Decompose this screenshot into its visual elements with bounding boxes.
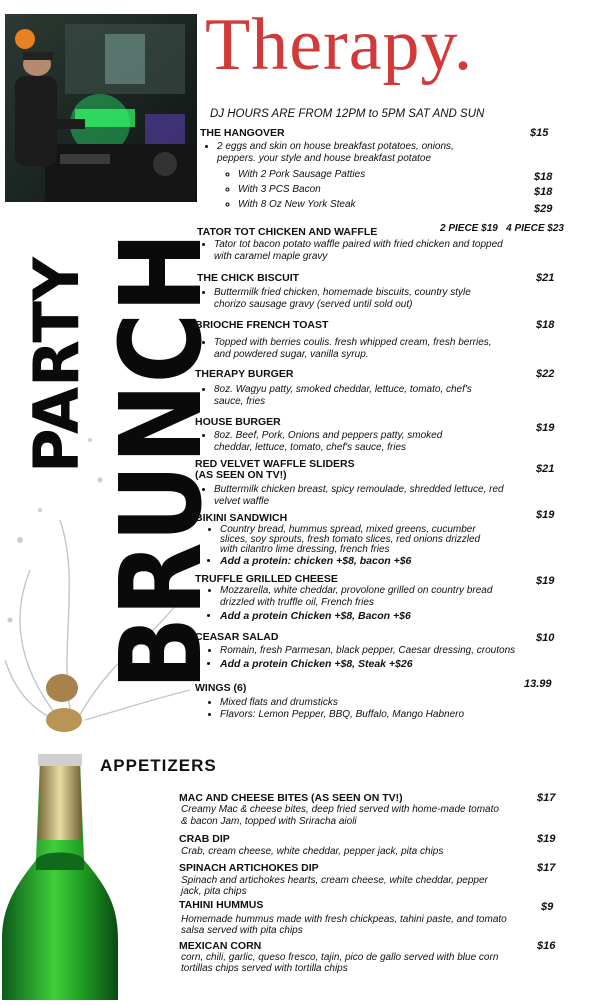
sliders-desc: • Buttermilk chicken breast, spicy remoulade, shredded lettuce, red velvet waffle: [200, 484, 510, 508]
appetizer-title: CRAB DIP: [179, 833, 230, 845]
therapy-burger-price: $22: [536, 368, 555, 380]
therapy-burger-desc: • 8oz. Wagyu patty, smoked cheddar, lettuce, tomato, chef's sauce, fries: [200, 384, 500, 408]
tator-title: TATOR TOT CHICKEN AND WAFFLE: [197, 226, 378, 238]
therapy-burger-title: THERAPY BURGER: [195, 368, 294, 380]
caesar-desc: • Romain, fresh Parmesan, black pepper, Caesar dressing, croutons • Add a protein Chicken +$8, Steak +$26: [200, 645, 530, 671]
hangover-options: ◦ With 2 Pork Sausage Patties ◦ With 3 PCS Bacon ◦ With 8 Oz New York Steak: [206, 169, 506, 211]
toast-desc: • Topped with berries coulis. fresh whipped cream, fresh berries, and powdered sugar, vanilla syrup.: [200, 337, 500, 361]
appetizer-title: MAC AND CHEESE BITES (AS SEEN ON TV!): [179, 792, 403, 804]
tator-desc: • Tator tot bacon potato waffle paired with fried chicken and topped with caramel maple gravy: [200, 239, 505, 263]
appetizer-price: $9: [541, 901, 554, 913]
sliders-title: RED VELVET WAFFLE SLIDERS: [195, 458, 355, 470]
appetizer-desc: Creamy Mac & cheese bites, deep fried served with home-made tomato & bacon Jam, topped with Sriracha aioli: [181, 804, 499, 827]
bikini-desc: • Country bread, hummus spread, mixed greens, cucumber slices, soy sprouts, fresh tomato slices, red onions drizzled with cilantro lime dressing, french fries • Add a protein: chicken +$8, bacon +$6: [200, 525, 500, 568]
brunch-banner-text: [100, 228, 210, 693]
sliders-price: $21: [536, 463, 555, 475]
biscuit-price: $21: [536, 272, 555, 284]
bikini-price: $19: [536, 509, 555, 521]
champagne-bottle-icon: [0, 740, 130, 1000]
hangover-option-price: $18: [534, 186, 553, 198]
wings-desc: • Mixed flats and drumsticks • Flavors: Lemon Pepper, BBQ, Buffalo, Mango Habnero: [200, 697, 520, 721]
wings-price: 13.99: [524, 678, 552, 690]
hangover-option-price: $18: [534, 171, 553, 183]
appetizer-desc: Crab, cream cheese, white cheddar, pepper jack, pita chips: [181, 846, 444, 857]
wings-title: WINGS (6): [195, 682, 247, 694]
house-burger-title: HOUSE BURGER: [195, 416, 281, 428]
hangover-price: $15: [530, 127, 549, 139]
svg-text:BRUNCH: BRUNC: [100, 251, 210, 690]
appetizer-title: SPINACH ARTICHOKES DIP: [179, 862, 319, 874]
toast-title: BRIOCHE FRENCH TOAST: [195, 319, 329, 331]
appetizer-price: $17: [537, 792, 556, 804]
truffle-price: $19: [536, 575, 555, 587]
bikini-title: BIKINI SANDWICH: [195, 512, 288, 524]
hangover-title: THE HANGOVER: [200, 127, 285, 139]
party-banner-text: [28, 255, 86, 475]
tator-price: 2 PIECE $19 4 PIECE $23: [440, 223, 564, 234]
biscuit-title: THE CHICK BISCUIT: [197, 272, 300, 284]
appetizer-price: $19: [537, 833, 556, 845]
sliders-subtitle: (AS SEEN ON TV!): [195, 469, 287, 481]
svg-text:PARTY: PARTY: [28, 255, 86, 473]
hangover-option-price: $29: [534, 203, 553, 215]
toast-price: $18: [536, 319, 555, 331]
truffle-desc: • Mozzarella, white cheddar, provolone grilled on country bread drizzled with truffle oil, French fries • Add a protein Chicken +$8, Bacon +$6: [200, 585, 500, 623]
appetizer-desc: Homemade hummus made with fresh chickpeas, tahini paste, and tomato salsa served with pita chips: [181, 914, 507, 936]
caesar-title: CEASAR SALAD: [195, 631, 279, 643]
appetizer-price: $17: [537, 862, 556, 874]
appetizers-heading: APPETIZERS: [100, 756, 217, 775]
hangover-desc: • 2 eggs and skin on house breakfast potatoes, onions, peppers. your style and house breakfast potatoe: [203, 141, 523, 165]
biscuit-desc: • Buttermilk fried chicken, homemade biscuits, country style chorizo sausage gravy (served until sold out): [200, 287, 500, 311]
dj-hours-text: DJ HOURS ARE FROM 12PM to 5PM SAT AND SUN: [210, 108, 485, 120]
truffle-title: TRUFFLE GRILLED CHEESE: [195, 573, 338, 585]
dj-photo: [5, 14, 197, 202]
appetizer-title: MEXICAN CORN: [179, 940, 262, 952]
caesar-price: $10: [536, 632, 555, 644]
house-burger-desc: • 8oz. Beef, Pork, Onions and peppers patty, smoked cheddar, lettuce, tomato, chef's sauce, fries: [200, 430, 480, 454]
house-burger-price: $19: [536, 422, 555, 434]
appetizer-price: $16: [537, 940, 556, 952]
appetizer-title: TAHINI HUMMUS: [179, 899, 264, 911]
appetizer-desc: Spinach and artichokes hearts, cream cheese, white cheddar, pepper jack, pita chips: [181, 875, 488, 897]
appetizer-desc: corn, chili, garlic, queso fresco, tajin, pico de gallo served with blue corn tortillas chips served with tortilla chips: [181, 952, 499, 974]
therapy-logo: Therapy.: [205, 4, 474, 86]
